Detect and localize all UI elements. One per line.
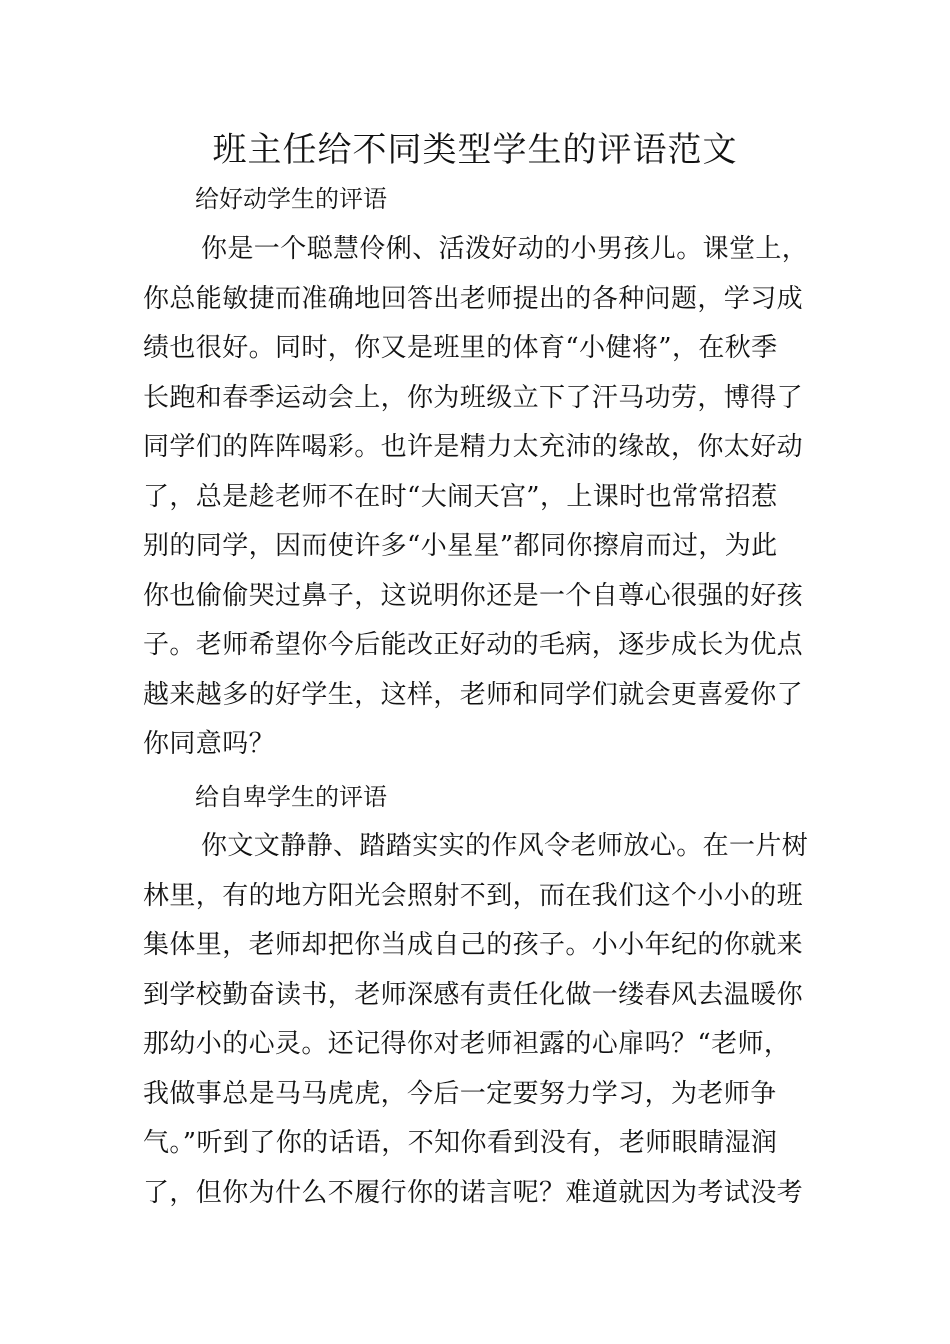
page-title: 班主任给不同类型学生的评语范文 [212, 130, 738, 170]
body-line: 你总能敏捷而准确地回答出老师提出的各种问题，学习成 [143, 283, 804, 314]
body-line: 那幼小的心灵。还记得你对老师袒露的心扉吗？“老师， [143, 1029, 791, 1059]
section-heading-active-students: 给好动学生的评语 [195, 185, 387, 213]
body-line: 我做事总是马马虎虎，今后一定要努力学习，为老师争 [143, 1078, 777, 1109]
body-line: 绩也很好。同时，你又是班里的体育“小健将”，在秋季 [143, 333, 778, 363]
section-heading-shy-students: 给自卑学生的评语 [195, 783, 387, 811]
body-line: 到学校勤奋读书，老师深感有责任化做一缕春风去温暖你 [143, 979, 804, 1010]
body-line: 子。老师希望你今后能改正好动的毛病，逐步成长为优点 [143, 630, 804, 660]
body-line: 你同意吗？ [143, 729, 276, 759]
body-line: 林里，有的地方阳光会照射不到，而在我们这个小小的班 [143, 880, 804, 911]
body-line: 你文文静静、踏踏实实的作风令老师放心。在一片树 [201, 831, 808, 861]
body-line: 气。”听到了你的话语，不知你看到没有，老师眼睛湿润 [143, 1128, 778, 1158]
body-line: 同学们的阵阵喝彩。也许是精力太充沛的缘故，你太好动 [143, 432, 804, 462]
section-body-shy-students [143, 822, 808, 1218]
body-line: 越来越多的好学生，这样，老师和同学们就会更喜爱你了 [143, 679, 804, 710]
body-line: 了，但你为什么不履行你的诺言呢？难道就因为考试没考 [143, 1177, 804, 1208]
body-line: 长跑和春季运动会上，你为班级立下了汗马功劳，博得了 [143, 382, 804, 413]
section-body-active-students [143, 225, 808, 770]
body-line: 集体里，老师却把你当成自己的孩子。小小年纪的你就来 [143, 930, 804, 960]
body-line: 你也偷偷哭过鼻子，这说明你还是一个自尊心很强的好孩 [143, 580, 804, 611]
body-line: 你是一个聪慧伶俐、活泼好动的小男孩儿。课堂上， [201, 234, 808, 264]
body-line: 了，总是趁老师不在时“大闹天宫”，上课时也常常招惹 [143, 481, 778, 512]
body-line: 别的同学，因而使许多“小星星”都同你擦肩而过，为此 [143, 531, 778, 561]
